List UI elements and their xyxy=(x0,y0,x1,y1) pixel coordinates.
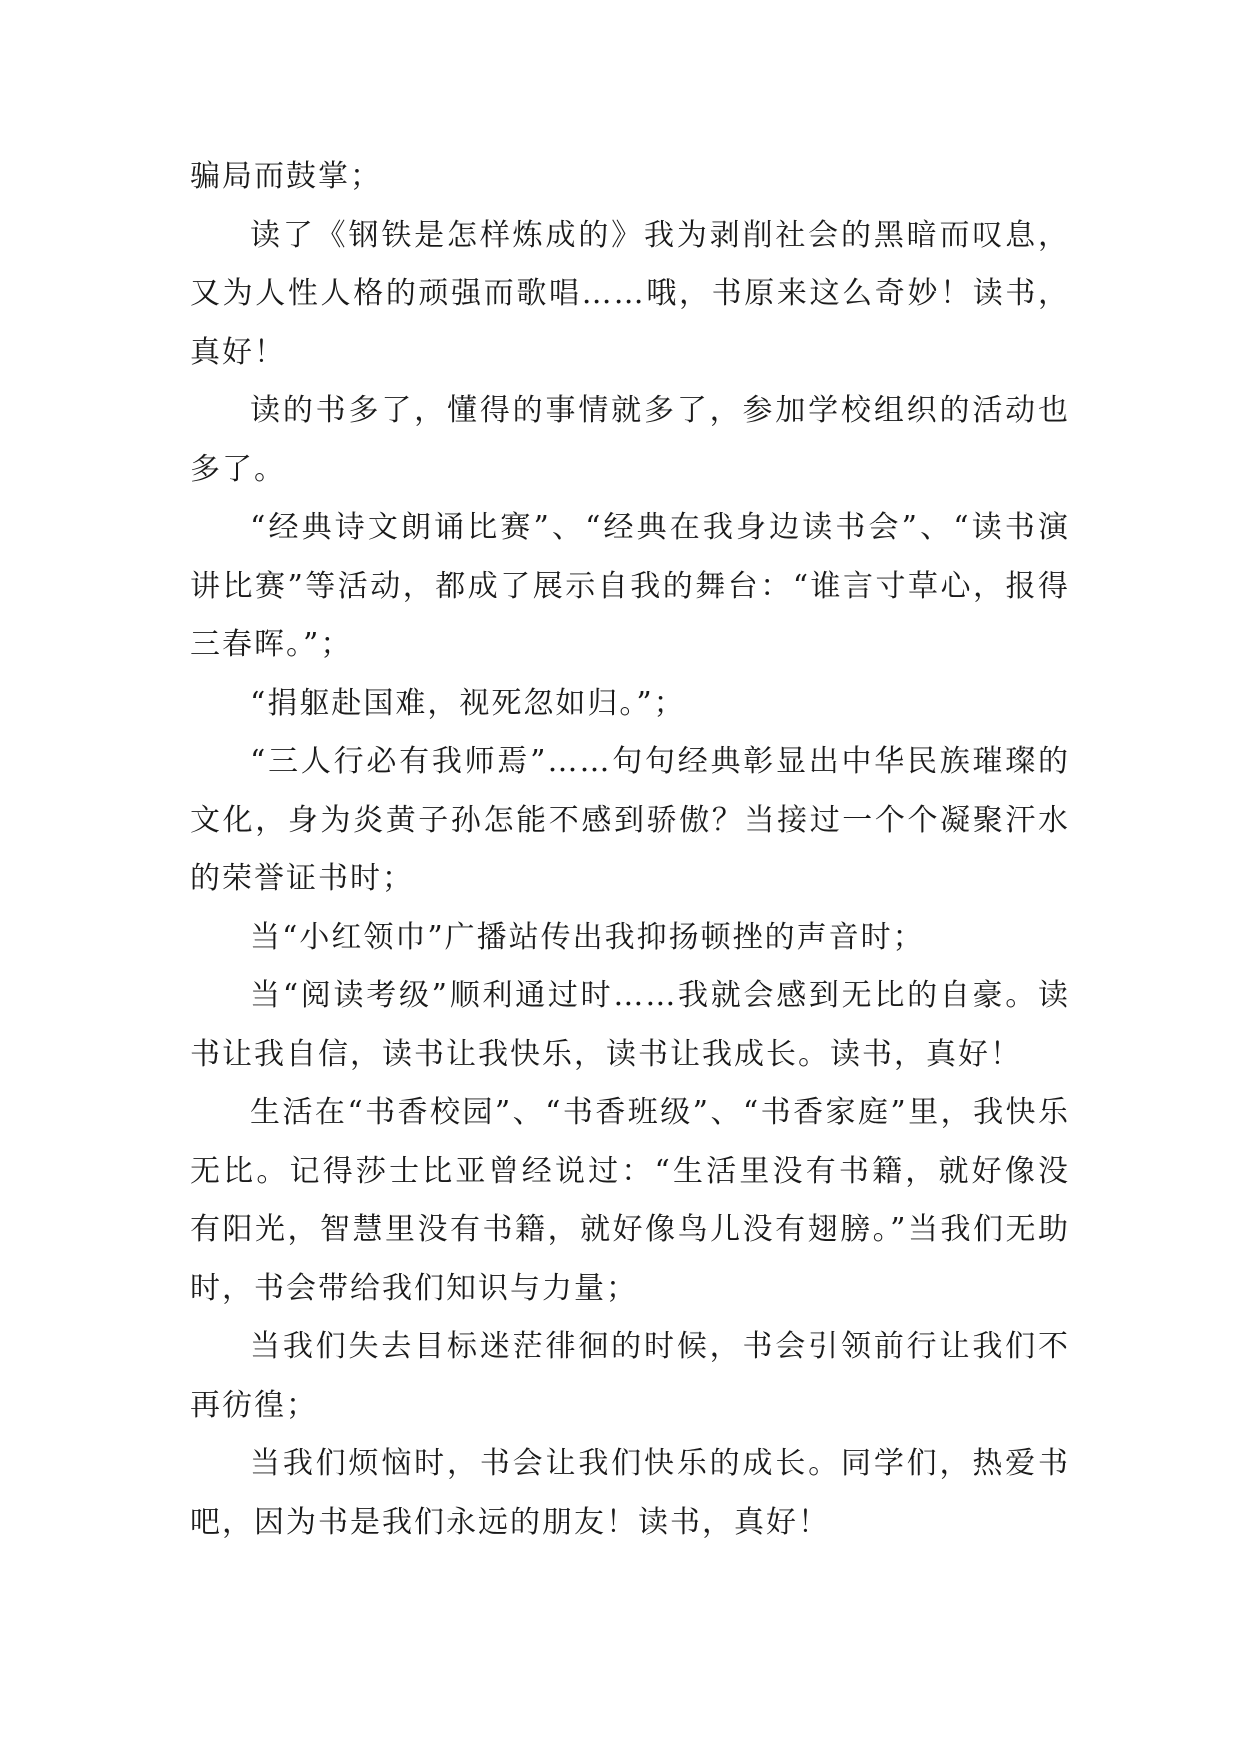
paragraph-10: 当我们失去目标迷茫徘徊的时候，书会引领前行让我们不再彷徨； xyxy=(190,1329,1070,1423)
paragraph-1: 骗局而鼓掌； xyxy=(190,159,382,194)
document-body xyxy=(190,148,1070,1552)
paragraph-4: “经典诗文朗诵比赛”、“经典在我身边读书会”、“读书演讲比赛”等活动，都成了展示自我的舞台：“谁言寸草心，报得三春晖。”； xyxy=(190,510,1070,662)
paragraph-11: 当我们烦恼时，书会让我们快乐的成长。同学们，热爱书吧，因为书是我们永远的朋友！读书，真好！ xyxy=(190,1446,1070,1540)
paragraph-9: 生活在“书香校园”、“书香班级”、“书香家庭”里，我快乐无比。记得莎士比亚曾经说过：“生活里没有书籍，就好像没有阳光，智慧里没有书籍，就好像鸟儿没有翅膀。”当我们无助时，书会带给我们知识与力量； xyxy=(190,1095,1070,1306)
paragraph-8: 当“阅读考级”顺利通过时……我就会感到无比的自豪。读书让我自信，读书让我快乐，读书让我成长。读书，真好！ xyxy=(190,978,1070,1072)
paragraph-6: “三人行必有我师焉”……句句经典彰显出中华民族璀璨的文化，身为炎黄子孙怎能不感到骄傲？当接过一个个凝聚汗水的荣誉证书时； xyxy=(190,744,1070,896)
paragraph-7: 当“小红领巾”广播站传出我抑扬顿挫的声音时； xyxy=(250,919,925,955)
paragraph-2: 读了《钢铁是怎样炼成的》我为剥削社会的黑暗而叹息，又为人性人格的顽强而歌唱……哦，书原来这么奇妙！读书，真好！ xyxy=(190,217,1070,370)
paragraph-3: 读的书多了，懂得的事情就多了，参加学校组织的活动也多了。 xyxy=(190,393,1070,487)
paragraph-5: “捐躯赴国难，视死忽如归。”； xyxy=(250,685,686,721)
